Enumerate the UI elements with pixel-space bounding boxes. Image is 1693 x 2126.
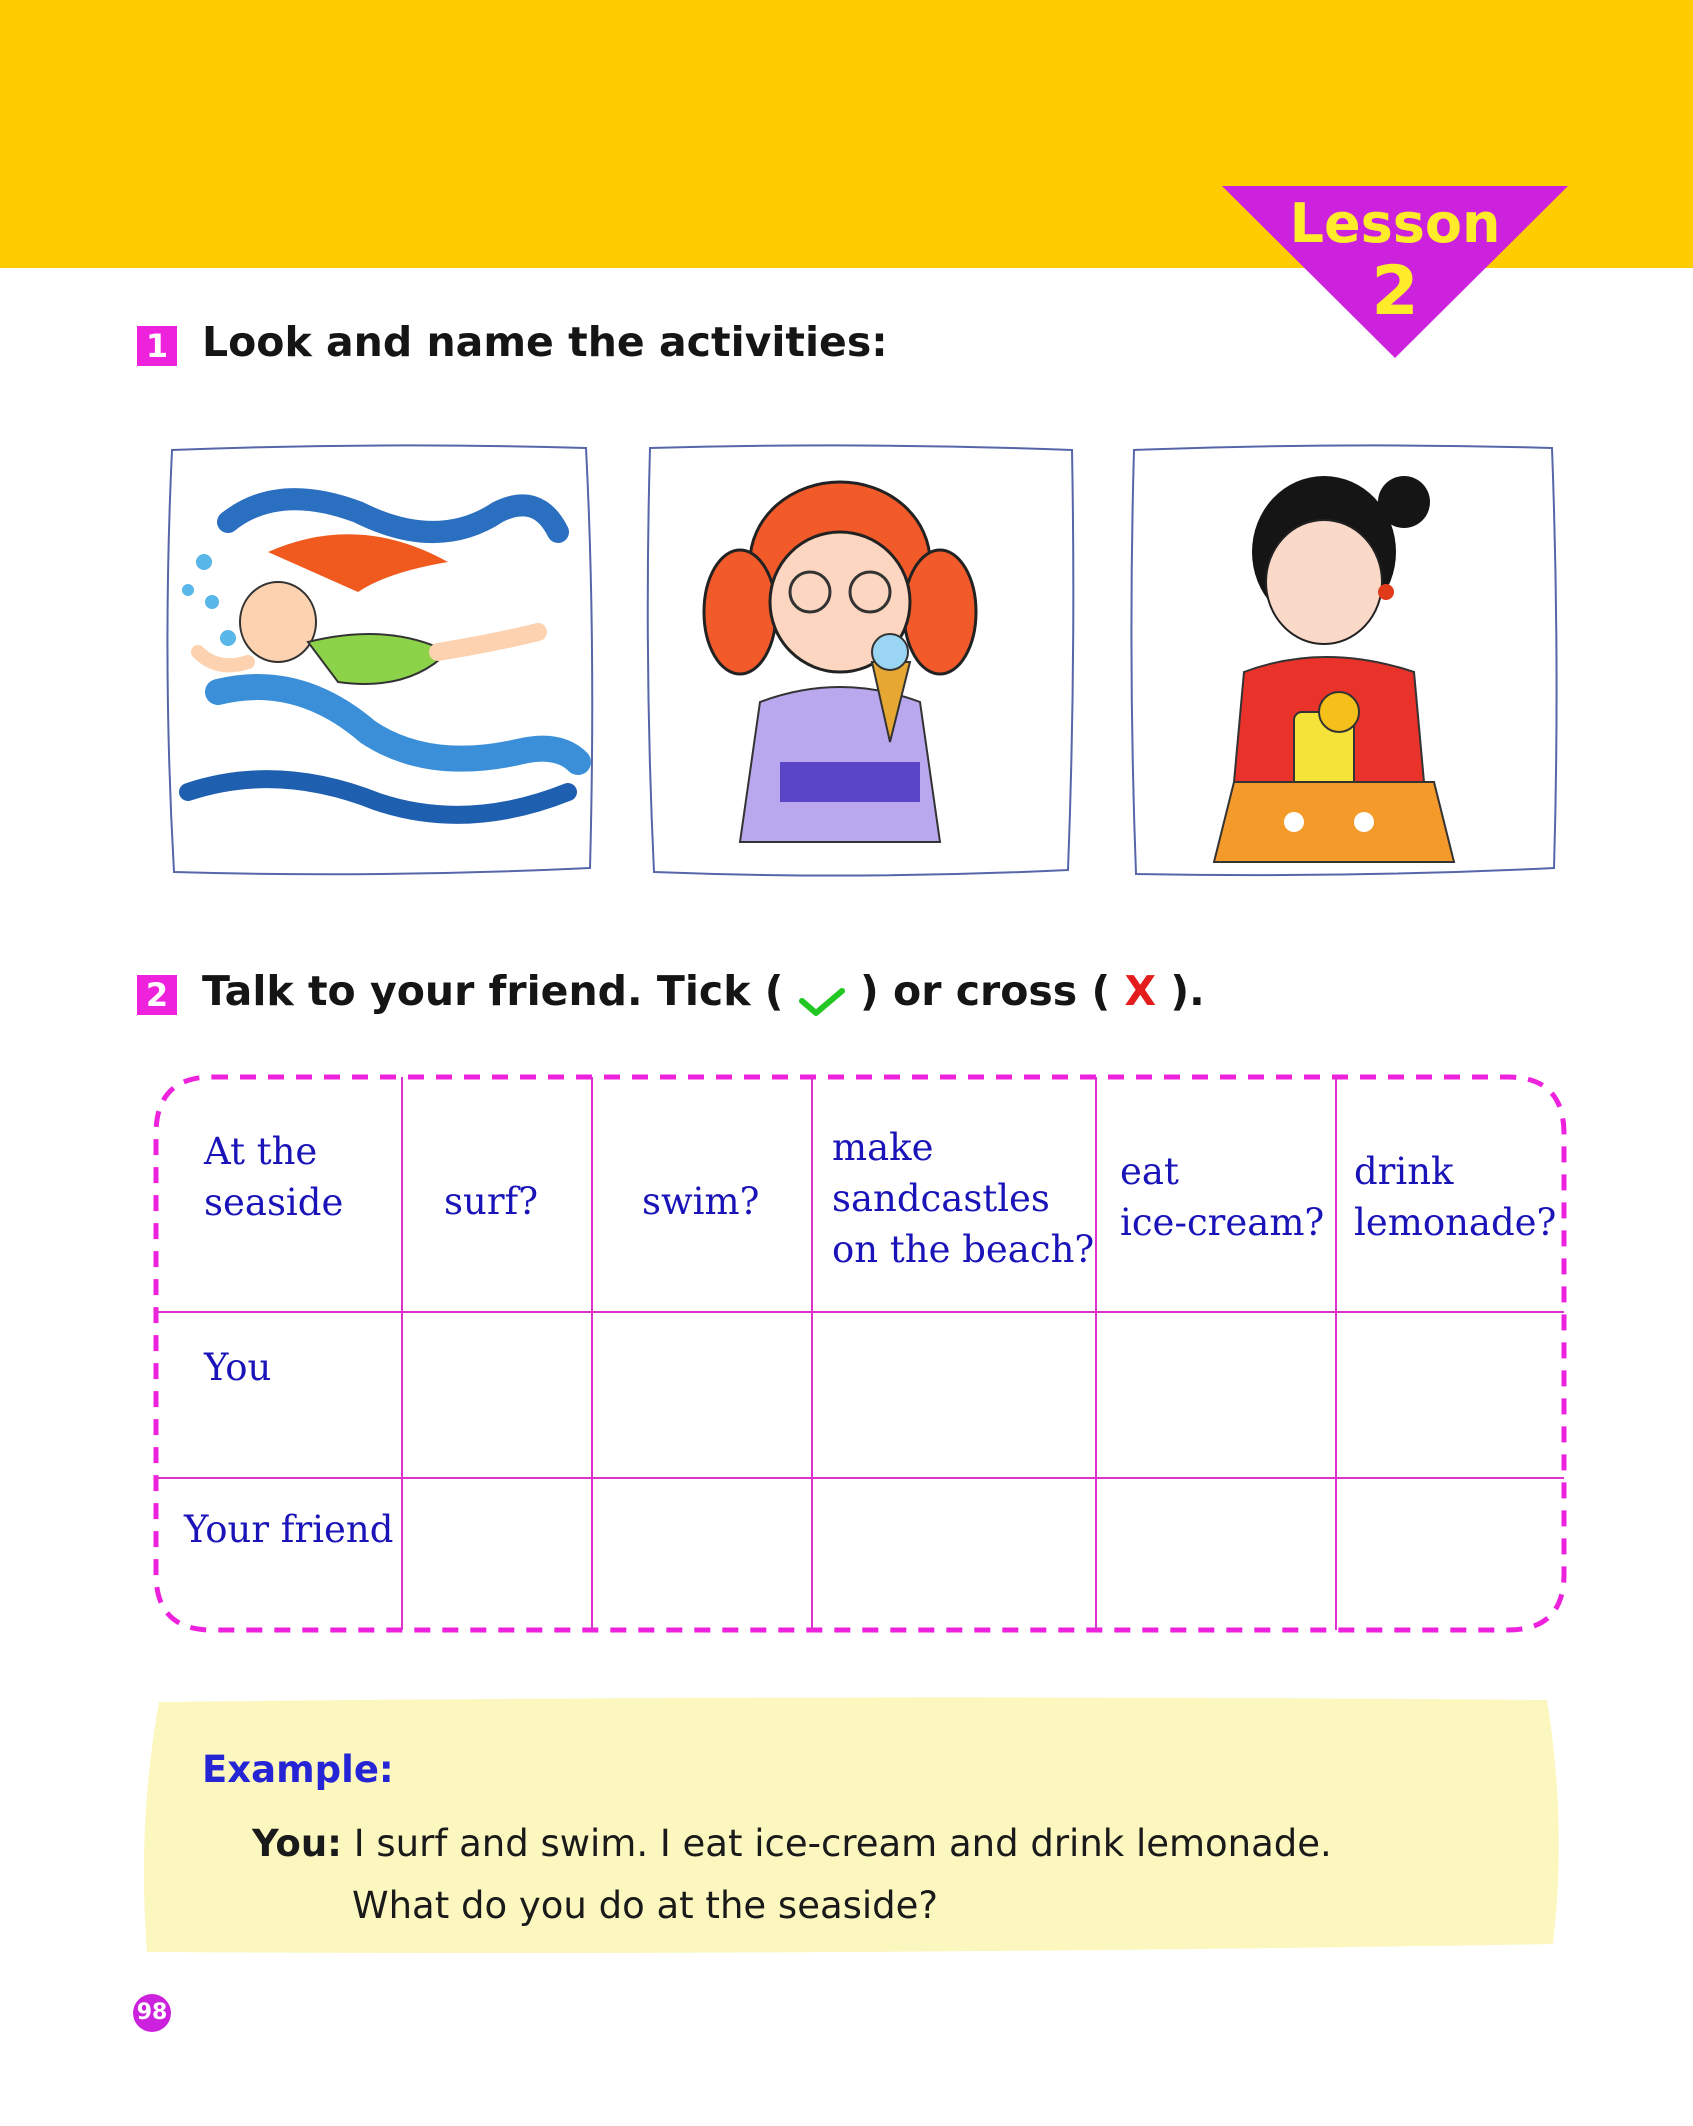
- answer-cell-you-surf[interactable]: [404, 1314, 590, 1476]
- answer-cell-friend-sandcastles[interactable]: [814, 1480, 1094, 1628]
- heading-start: Talk to your friend. Tick (: [202, 967, 784, 1015]
- section-1-heading: Look and name the activities:: [202, 318, 888, 366]
- check-icon: [798, 979, 846, 1009]
- lesson-number: 2: [1371, 252, 1419, 331]
- example-title: Example:: [202, 1748, 394, 1791]
- lesson-badge: [1222, 186, 1568, 358]
- header-surf: [444, 1176, 538, 1227]
- ice-cream-girl-illustration: [640, 442, 1080, 880]
- header-swim: [642, 1176, 759, 1227]
- header-line: eat: [1120, 1150, 1179, 1193]
- heading-mid: ) or cross (: [860, 967, 1111, 1015]
- lesson-label: Lesson: [1289, 192, 1501, 255]
- answer-cell-you-lemonade[interactable]: [1338, 1314, 1560, 1476]
- corner-line: At the: [204, 1130, 318, 1173]
- answer-cell-you-sandcastles[interactable]: [814, 1314, 1094, 1476]
- header-line: ice-cream?: [1120, 1201, 1325, 1244]
- answer-cell-you-ice-cream[interactable]: [1098, 1314, 1334, 1476]
- section-1-number: 1: [137, 326, 177, 366]
- table-corner-label: [204, 1126, 343, 1228]
- row-label: You: [204, 1346, 272, 1389]
- header-sandcastles: [832, 1122, 1094, 1275]
- row-label-friend: [184, 1504, 393, 1555]
- answer-cell-friend-surf[interactable]: [404, 1480, 590, 1628]
- example-sentence-1: I surf and swim. I eat ice-cream and drink lemonade.: [353, 1822, 1332, 1865]
- answer-cell-you-swim[interactable]: [594, 1314, 810, 1476]
- header-lemonade: [1354, 1146, 1556, 1248]
- answer-cell-friend-swim[interactable]: [594, 1480, 810, 1628]
- header-line: swim?: [642, 1180, 760, 1223]
- row-label: Your friend: [184, 1508, 394, 1551]
- page-number: 98: [133, 1994, 171, 2032]
- row-label-you: [204, 1342, 271, 1393]
- swimming-girl-illustration: [158, 442, 598, 880]
- header-line: make: [832, 1126, 934, 1169]
- header-line: on the beach?: [832, 1228, 1095, 1271]
- example-line-1: [252, 1822, 1332, 1865]
- answer-cell-friend-lemonade[interactable]: [1338, 1480, 1560, 1628]
- corner-line: seaside: [204, 1181, 344, 1224]
- activity-table: [152, 1074, 1568, 1634]
- header-line: lemonade?: [1354, 1201, 1557, 1244]
- section-2-heading: [202, 967, 1205, 1015]
- answer-cell-friend-ice-cream[interactable]: [1098, 1480, 1334, 1628]
- section-2-number: 2: [137, 975, 177, 1015]
- heading-end: ).: [1170, 967, 1205, 1015]
- example-sentence-2: What do you do at the seaside?: [352, 1884, 939, 1927]
- header-line: surf?: [444, 1180, 539, 1223]
- header-line: sandcastles: [832, 1177, 1050, 1220]
- cross-symbol: X: [1124, 967, 1157, 1015]
- header-ice-cream: [1120, 1146, 1324, 1248]
- speaker-label: You:: [252, 1822, 342, 1865]
- lemonade-girl-illustration: [1124, 442, 1564, 880]
- header-line: drink: [1354, 1150, 1454, 1193]
